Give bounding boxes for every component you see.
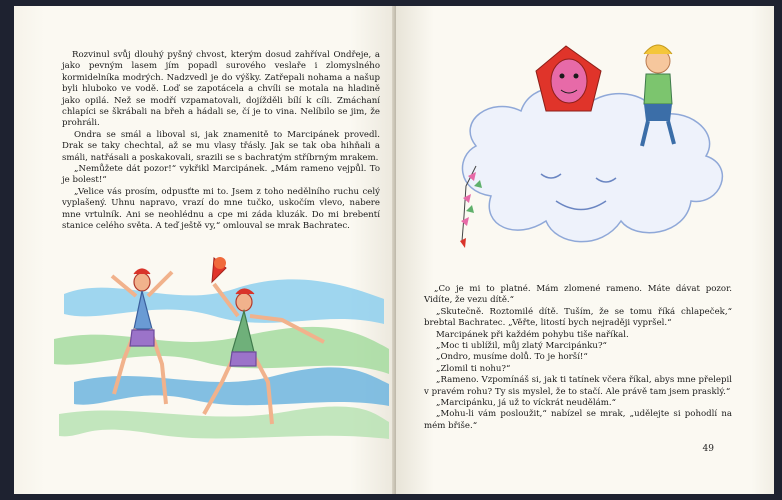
- right-page: [396, 6, 774, 494]
- right-paragraph-3: Marcipánek při každém pohybu tiše naříkal.: [436, 329, 629, 340]
- water-waves: [54, 279, 389, 439]
- left-paragraph-1: Rozvinul svůj dlouhý pyšný chvost, kterým dosud zahříval Ondřeje, a jako pevným lasem jím popadl surového veslaře i zlomyslného kormidelníka modrých. Nadzvedl je do výšky. Zatřepali nohama a našup byli hluboko ve vodě. Loď se zapotácela a chvíli se motala na hladině jako opilá. Než se modří vzpamatovali, dojížděli bílí k cíli. Zmáchaní chlapíci se škrábali na břeh a hádali se, čí je to vina. Nelíbilo se jim, že prohráli.: [62, 50, 380, 129]
- page-number: 49: [702, 444, 714, 454]
- right-paragraph-6: „Zlomil ti nohu?“: [436, 363, 511, 374]
- left-paragraph-2: Ondra se smál a liboval si, jak znamenitě to Marcipánek provedl. Drak se taky chechtal, až se mu vlasy třásly. Jak se tak oba hihňali a smáli, natřásali a poskakovali, srazili se s bachratým stříbrným mrakem.: [62, 129, 380, 163]
- cloud-kite-illustration: [436, 26, 746, 276]
- right-paragraph-4: „Moc ti ublížil, můj zlatý Marcipánku?“: [436, 341, 607, 352]
- right-paragraph-9: „Mohu-li vám posloužit,“ nabízel se mrak, „udělejte si pohodlí na mém břiše.“: [424, 409, 732, 431]
- left-page: [14, 6, 396, 494]
- right-paragraph-8: „Marcipánku, já už to víckrát neudělám.“: [436, 398, 617, 409]
- right-paragraph-2: „Skutečně. Roztomilé dítě. Tuším, že se tomu říká chlapeček,“ brebtal Bachratec. „Věřte, litostí bych nejraději vypršel.“: [424, 306, 732, 329]
- right-page-text: [424, 284, 732, 432]
- left-page-text: [62, 50, 380, 233]
- cloud: [462, 88, 722, 242]
- kite: [536, 46, 601, 111]
- megaphone: [212, 257, 226, 282]
- rowers-illustration: [54, 254, 394, 459]
- right-paragraph-1: „Co je mi to platné. Mám zlomené rameno. Máte dávat pozor. Vidíte, že vezu dítě.“: [424, 284, 732, 306]
- left-paragraph-4: „Velice vás prosím, odpusťte mi to. Jsem z toho nedělního ruchu celý vyplašený. Uhnu napravo, vrazí do mne tučko, uskočím vlevo, nabere mne vrtulník. Ani se neohlédnu a cpe mi záda kluzák. Do mi brebentí stanice celého světa. A teď ještě vy,“ omlouval se mrak Bachratec.: [62, 186, 380, 232]
- right-paragraph-5: „Ondro, musíme dolů. To je horší!“: [436, 352, 588, 363]
- left-paragraph-3: „Nemůžete dát pozor!“ vykřikl Marcipánek. „Mám rameno vejpůl. To je bolest!“: [62, 164, 380, 186]
- right-paragraph-7: „Rameno. Vzpomínáš si, jak ti tatínek včera říkal, abys mne přelepil v pravém rohu? Ty sis myslel, že to stačí. Ale právě tam jsem prasklý.“: [424, 375, 732, 397]
